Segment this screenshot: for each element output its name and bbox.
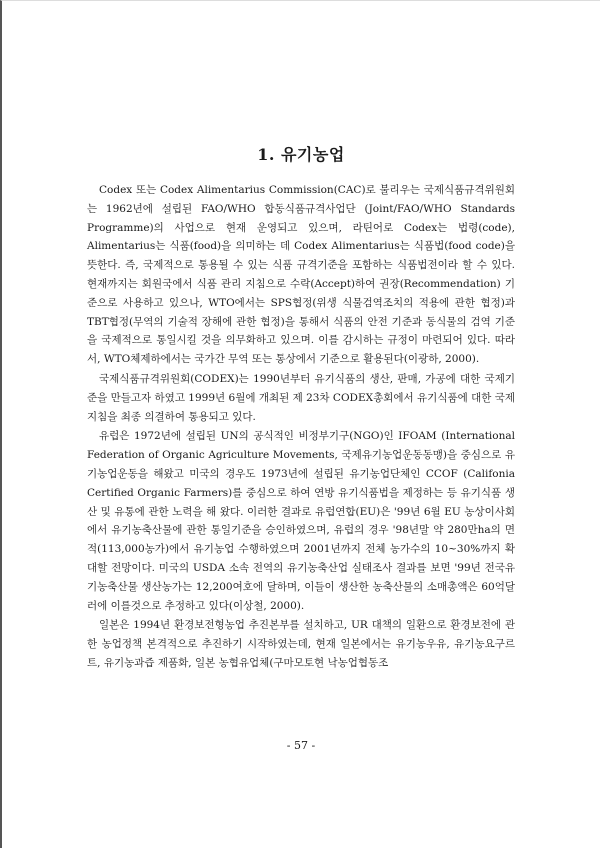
paragraph-codex: Codex 또는 Codex Alimentarius Commission(CAC)로 불리우는 국제식품규격위원회는 1962년에 설립된 FAO/WHO 합동식품규격사업단 (Joint/FAO/WHO Standards Programme)의 사업으로 현재 운영되고 있으며, 라틴어로 Codex는 법령(code), Alimentarius는 식품(food)을 의미하는 데 Codex Alimentarius는 식품법(food code)을 뜻한다. 즉, 국제적으로 통용될 수 있는 식품 규격기준을 포함하는 식품법전이라 할 수 있다. 현재까지는 회원국에서 식품 관리 지침으로 수락(Accept)하여 권장(Recommendation) 기준으로 사용하고 있으나, WTO에서는 SPS협정(위생 식물검역조치의 적용에 관한 협정)과 TBT협정(무역의 기술적 장해에 관한 협정)을 통해서 식품의 안전 기준과 동식물의 검역 기준을 국제적으로 통일시킬 것을 의무화하고 있으며. 이를 감시하는 규정이 마련되어 있다. 따라서, WTO체제하에서는 국가간 무역 또는 통상에서 기준으로 활용된다(이광하, 2000). [87, 184, 515, 366]
section-title: 1. 유기농업 [257, 145, 345, 164]
paragraph-europe-us: 유럽은 1972년에 설립된 UN의 공식적인 비정부기구(NGO)인 IFOAM (International Federation of Organic Agriculture Movements, 국제유기농업운동동맹)을 중심으로 유기농업운동을 해왔고 미국의 경우도 1973년에 설립된 유기농업단체인 CCOF (Califonia Certified Organic Farmers)를 중심으로 하여 연방 유기식품법을 제정하는 등 유기식품 생산 및 유통에 관한 노력을 해 왔다. 이러한 결과로 유럽연합(EU)은 '99년 6월 EU 농상이사회에서 유기농축산물에 관한 통일기준을 승인하였으며, 유럽의 경우 '98년말 약 280만ha의 면적(113,000농가)에서 유기농업 수행하였으며 2001년까지 전체 농가수의 10~30%까지 확대할 전망이다. 미국의 USDA 소속 전역의 유기농축산업 실태조사 결과를 보면 '99년 전국유기농축산물 생산농가는 12,200여호에 달하며, 이들이 생산한 농축산물의 소매총액은 60억달러에 이를것으로 추정하고 있다(이상철, 2000). [87, 430, 515, 612]
body-text [87, 181, 515, 673]
page-number: - 57 - [286, 739, 316, 752]
paragraph-japan: 일본은 1994년 환경보전형농업 추진본부를 설치하고, UR 대책의 일환으로 환경보전에 관한 농업정책 본격적으로 추진하기 시작하였는데, 현재 일본에서는 유기농우유, 유기농요구르트, 유기농과즙 제품화, 일본 농협유업체(구마모토현 낙농업협동조 [87, 619, 515, 669]
paragraph-codex-organic: 국제식품규격위원회(CODEX)는 1990년부터 유기식품의 생산, 판매, 가공에 대한 국제기준을 만들고자 하였고 1999년 6월에 개최된 제 23차 CODEX총회에서 유기식품에 대한 국제지침을 최종 의결하여 통용되고 있다. [87, 372, 515, 423]
